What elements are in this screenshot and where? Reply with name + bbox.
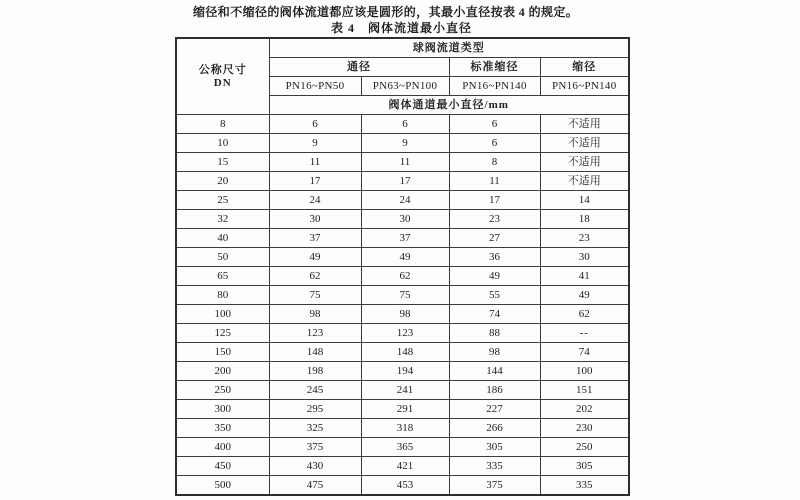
value-cell: 325 [269, 419, 361, 438]
table-row [176, 400, 629, 419]
dn-cell: 25 [176, 191, 269, 210]
value-cell: 62 [269, 267, 361, 286]
table-row [176, 248, 629, 267]
value-cell: 245 [269, 381, 361, 400]
value-cell: 36 [449, 248, 540, 267]
value-cell: 123 [361, 324, 449, 343]
value-cell: 24 [269, 191, 361, 210]
value-cell: 49 [540, 286, 629, 305]
table-row [176, 438, 629, 457]
table-row [176, 381, 629, 400]
value-cell: 17 [269, 172, 361, 191]
value-cell: 151 [540, 381, 629, 400]
dn-cell: 350 [176, 419, 269, 438]
value-cell: 62 [361, 267, 449, 286]
value-cell: 49 [449, 267, 540, 286]
value-cell: 241 [361, 381, 449, 400]
dn-cell: 20 [176, 172, 269, 191]
value-cell: 不适用 [540, 172, 629, 191]
value-cell: 6 [269, 115, 361, 134]
pn-header-3: PN16~PN140 [449, 77, 540, 96]
value-cell: 230 [540, 419, 629, 438]
table-row [176, 134, 629, 153]
value-cell: 75 [361, 286, 449, 305]
value-cell: 194 [361, 362, 449, 381]
value-cell: 37 [269, 229, 361, 248]
value-cell: 227 [449, 400, 540, 419]
dn-cell: 10 [176, 134, 269, 153]
table-row [176, 476, 629, 496]
table-row [176, 419, 629, 438]
dn-cell: 100 [176, 305, 269, 324]
value-cell: 23 [449, 210, 540, 229]
value-cell: -- [540, 324, 629, 343]
value-cell: 9 [269, 134, 361, 153]
value-cell: 335 [449, 457, 540, 476]
table-row [176, 362, 629, 381]
table-row [176, 153, 629, 172]
value-cell: 8 [449, 153, 540, 172]
value-cell: 250 [540, 438, 629, 457]
dn-cell: 400 [176, 438, 269, 457]
dn-cell: 65 [176, 267, 269, 286]
group-header-cell: 球阀流道类型 [269, 38, 629, 58]
value-cell: 98 [361, 305, 449, 324]
value-cell: 27 [449, 229, 540, 248]
pn-header-1: PN16~PN50 [269, 77, 361, 96]
header-row-group [176, 38, 629, 58]
dn-cell: 500 [176, 476, 269, 496]
value-cell: 6 [449, 134, 540, 153]
value-cell: 不适用 [540, 115, 629, 134]
table-row [176, 191, 629, 210]
value-cell: 9 [361, 134, 449, 153]
intro-paragraph: 缩径和不缩径的阀体流道都应该是圆形的，其最小直径按表 4 的规定。 [193, 5, 579, 19]
value-cell: 430 [269, 457, 361, 476]
value-cell: 49 [269, 248, 361, 267]
value-cell: 198 [269, 362, 361, 381]
value-cell: 305 [449, 438, 540, 457]
value-cell: 14 [540, 191, 629, 210]
value-cell: 335 [540, 476, 629, 496]
value-cell: 305 [540, 457, 629, 476]
table-row [176, 457, 629, 476]
value-cell: 88 [449, 324, 540, 343]
table-row [176, 267, 629, 286]
table-row [176, 343, 629, 362]
pn-header-4: PN16~PN140 [540, 77, 629, 96]
type-header-standard-reduced: 标准缩径 [449, 58, 540, 77]
value-cell: 17 [449, 191, 540, 210]
value-cell: 30 [540, 248, 629, 267]
value-cell: 6 [449, 115, 540, 134]
table-row [176, 210, 629, 229]
value-cell: 18 [540, 210, 629, 229]
pn-header-2: PN63~PN100 [361, 77, 449, 96]
value-cell: 75 [269, 286, 361, 305]
value-cell: 123 [269, 324, 361, 343]
value-cell: 6 [361, 115, 449, 134]
dn-cell: 125 [176, 324, 269, 343]
value-cell: 55 [449, 286, 540, 305]
dn-cell: 150 [176, 343, 269, 362]
unit-header-cell: 阀体通道最小直径/mm [269, 96, 629, 115]
value-cell: 11 [449, 172, 540, 191]
value-cell: 475 [269, 476, 361, 496]
dn-cell: 50 [176, 248, 269, 267]
dn-cell: 15 [176, 153, 269, 172]
value-cell: 不适用 [540, 134, 629, 153]
value-cell: 74 [449, 305, 540, 324]
value-cell: 11 [361, 153, 449, 172]
corner-header-line1: 公称尺寸 [198, 64, 247, 77]
table-row [176, 172, 629, 191]
value-cell: 37 [361, 229, 449, 248]
value-cell: 266 [449, 419, 540, 438]
value-cell: 41 [540, 267, 629, 286]
value-cell: 453 [361, 476, 449, 496]
value-cell: 186 [449, 381, 540, 400]
value-cell: 148 [269, 343, 361, 362]
table-row [176, 305, 629, 324]
value-cell: 74 [540, 343, 629, 362]
dn-cell: 32 [176, 210, 269, 229]
value-cell: 421 [361, 457, 449, 476]
value-cell: 11 [269, 153, 361, 172]
value-cell: 24 [361, 191, 449, 210]
value-cell: 23 [540, 229, 629, 248]
table-row [176, 115, 629, 134]
value-cell: 365 [361, 438, 449, 457]
value-cell: 17 [361, 172, 449, 191]
type-header-reduced: 缩径 [540, 58, 629, 77]
value-cell: 98 [269, 305, 361, 324]
value-cell: 148 [361, 343, 449, 362]
dn-cell: 80 [176, 286, 269, 305]
value-cell: 100 [540, 362, 629, 381]
value-cell: 98 [449, 343, 540, 362]
dn-cell: 200 [176, 362, 269, 381]
table-row [176, 324, 629, 343]
corner-header-cell [176, 38, 269, 115]
value-cell: 30 [361, 210, 449, 229]
dn-cell: 300 [176, 400, 269, 419]
value-cell: 49 [361, 248, 449, 267]
value-cell: 202 [540, 400, 629, 419]
table-row [176, 229, 629, 248]
value-cell: 318 [361, 419, 449, 438]
value-cell: 291 [361, 400, 449, 419]
dn-cell: 40 [176, 229, 269, 248]
dn-cell: 8 [176, 115, 269, 134]
table-row [176, 286, 629, 305]
value-cell: 30 [269, 210, 361, 229]
table-body [176, 115, 629, 496]
value-cell: 不适用 [540, 153, 629, 172]
corner-header-line2: DN [213, 76, 232, 89]
dn-cell: 450 [176, 457, 269, 476]
value-cell: 375 [449, 476, 540, 496]
table-title: 表 4 阀体流道最小直径 [330, 21, 472, 35]
value-cell: 62 [540, 305, 629, 324]
value-cell: 295 [269, 400, 361, 419]
value-cell: 144 [449, 362, 540, 381]
dn-cell: 250 [176, 381, 269, 400]
valve-bore-table [175, 37, 630, 496]
type-header-full-bore: 通径 [269, 58, 449, 77]
value-cell: 375 [269, 438, 361, 457]
